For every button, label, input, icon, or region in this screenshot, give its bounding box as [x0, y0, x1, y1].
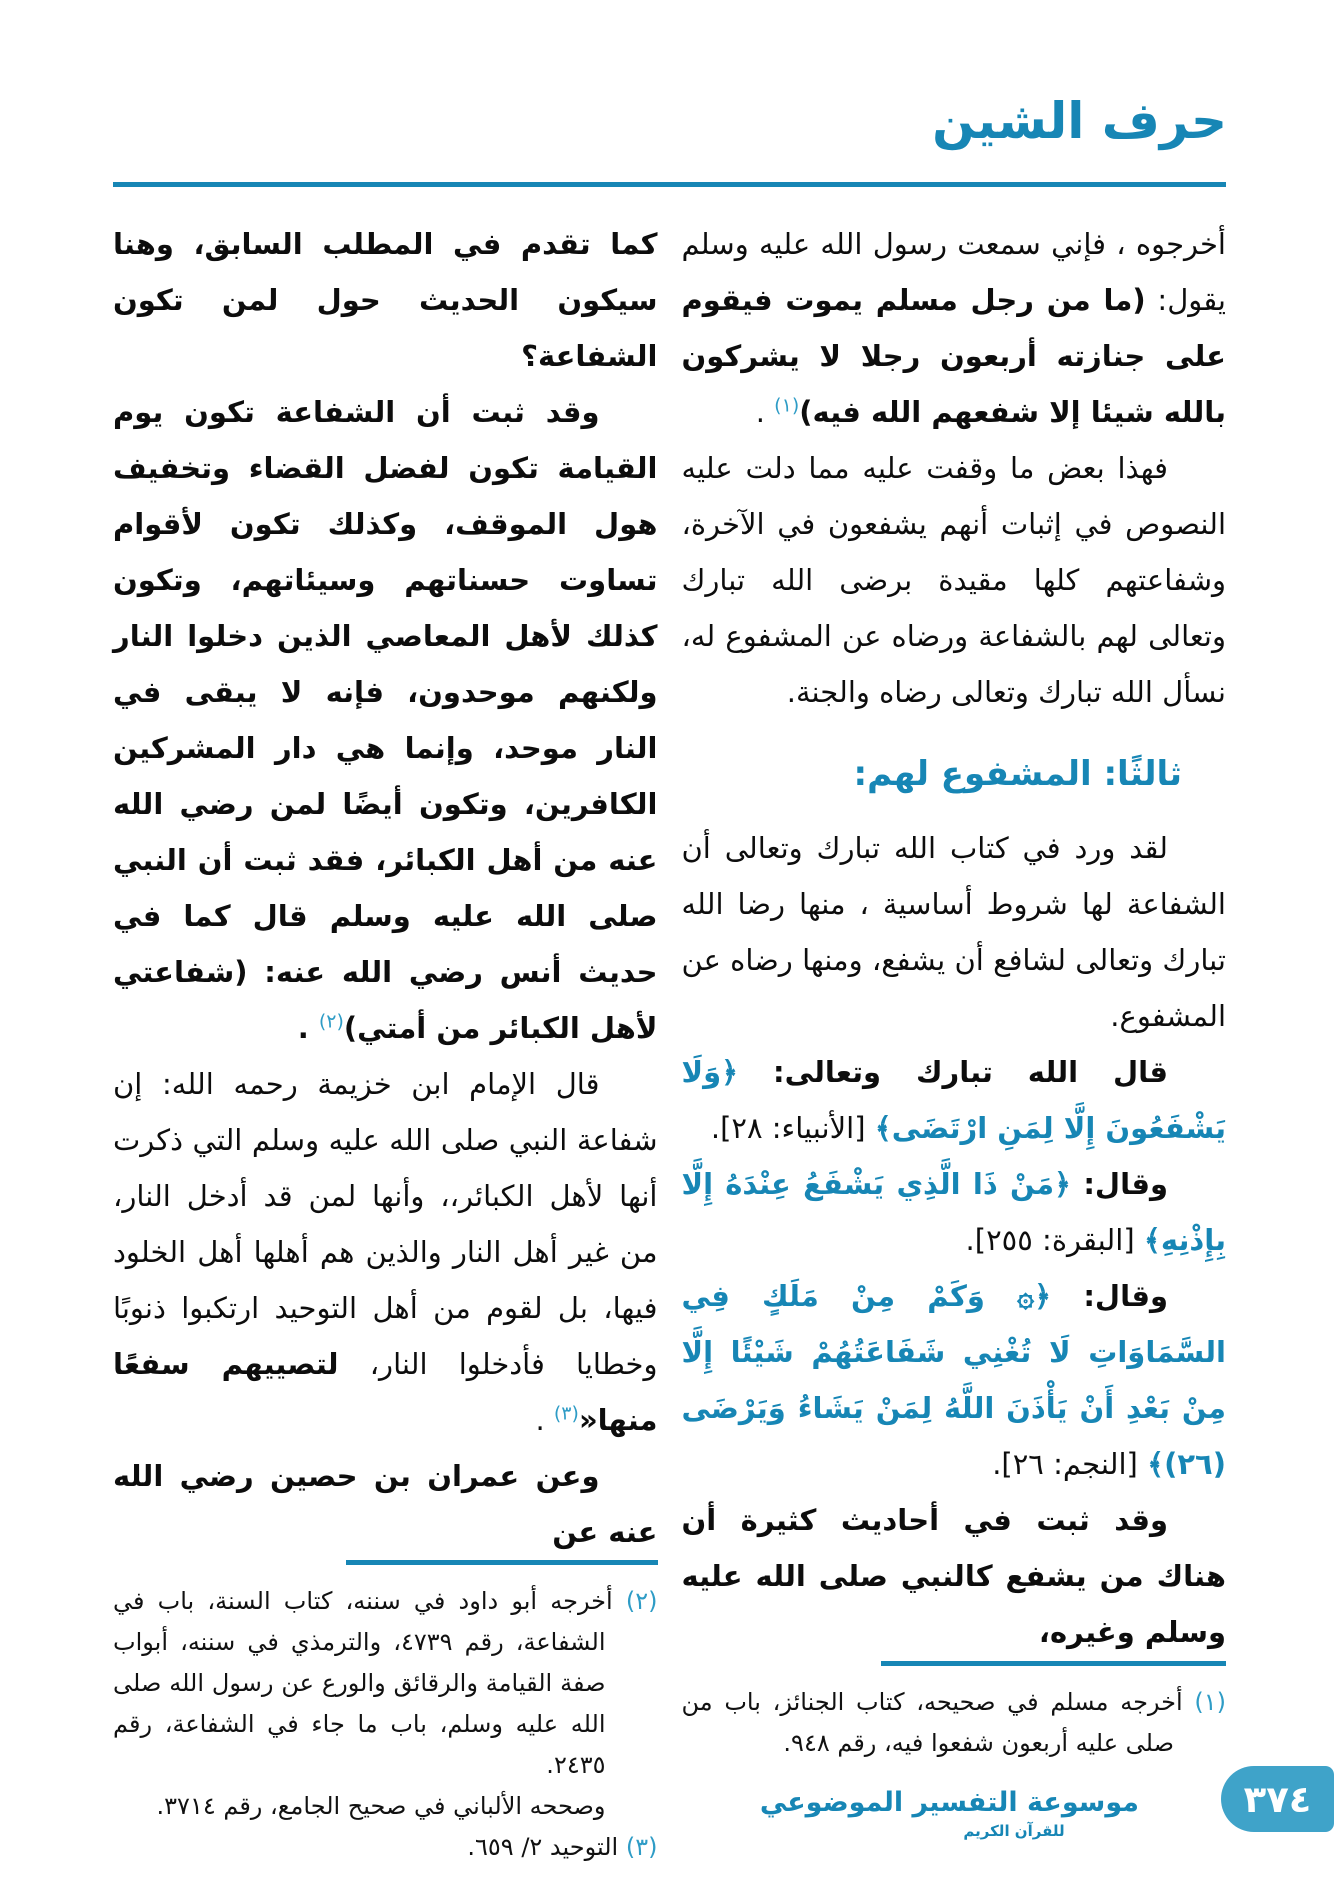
page-number: ٣٧٤: [1243, 1777, 1312, 1821]
footnote-ref-2: (٢): [318, 1010, 344, 1033]
verse-paragraph-2: [682, 1156, 1227, 1268]
verse1-reference: [الأنبياء: ٢٨].: [710, 1111, 875, 1145]
footnote-ref-3: (٣): [553, 1402, 579, 1425]
footnote-ref-1: (١): [774, 394, 800, 417]
publisher-logo-title: موسوعة التفسير الموضوعي: [759, 1787, 1139, 1819]
column-left: [113, 216, 658, 1861]
period: .: [535, 1403, 554, 1437]
paragraph-ibn-khuzaymah: [113, 1056, 658, 1448]
paragraph-hadith-janazah: [682, 216, 1227, 440]
footnote-2: [113, 1581, 658, 1786]
section-heading: ثالثًا: المشفوع لهم:: [853, 754, 1182, 794]
footnote-2-number: (٢): [625, 1587, 658, 1615]
shafaah-text: وقد ثبت أن الشفاعة تكون يوم القيامة تكون لفضل القضاء وتخفيف هول الموقف، وكذلك تكون لأقوام تساوت حسناتهم وسيئاتهم، وتكون كذلك لأهل المعاصي الذين دخلوا النار ولكنهم موحدون، فإنه لا يبقى في النار موحد، وإنما هي دار المشركين الكافرين، وتكون أيضًا لمن رضي الله عنه من أهل الكبائر، فقد ثبت أن النبي صلى الله عليه وسلم قال كما في حديث أنس رضي الله عنه: (شفاعتي لأهل الكبائر من أمتي): [113, 395, 658, 1045]
verse2-intro: وقال:: [1071, 1167, 1168, 1201]
verse3-intro: وقال:: [1051, 1279, 1168, 1313]
footnotes-left: [113, 1560, 658, 1868]
paragraph-shafaah-day: [113, 384, 658, 1056]
footnote-separator-left: [346, 1560, 658, 1565]
paragraph-topic-intro: كما تقدم في المطلب السابق، وهنا سيكون الحديث حول لمن تكون الشفاعة؟: [113, 227, 658, 373]
footnote-separator-right: [881, 1661, 1226, 1666]
paragraph-summary: فهذا بعض ما وقفت عليه مما دلت عليه النصوص في إثبات أنهم يشفعون في الآخرة، وشفاعتهم كلها مقيدة برضى الله تبارك وتعالى لهم بالشفاعة ورضاه عن المشفوع له، نسأل الله تبارك وتعالى رضاه والجنة.: [681, 451, 1226, 709]
publisher-logo-subtitle: للقرآن الكريم: [963, 1822, 1065, 1840]
ibn-khuzaymah-quote-end: لتصييهم سفعًا منها«: [113, 1347, 658, 1437]
hadith-quote: (ما من رجل مسلم يموت فيقوم على جنازته أربعون رجلا لا يشركون بالله شيئا إلا شفعهم الله فيه): [681, 283, 1226, 429]
column-right: [682, 216, 1227, 1764]
chapter-title: حرف الشين: [932, 92, 1227, 150]
quran-verse-najm-26: ﴿۞ وَكَمْ مِنْ مَلَكٍ فِي السَّمَاوَاتِ لَا تُغْنِي شَفَاعَتُهُمْ شَيْئًا إِلَّا مِنْ بَعْدِ أَنْ يَأْذَنَ اللَّهُ لِمَنْ يَشَاءُ وَيَرْضَى (٢٦)﴾: [681, 1279, 1226, 1481]
verse-paragraph-3: [682, 1268, 1227, 1492]
footnotes-right: [682, 1661, 1227, 1764]
paragraph-imran: وعن عمران بن حصين رضي الله عنه عن: [113, 1459, 658, 1549]
footnote-1-number: (١): [1194, 1688, 1226, 1716]
footnote-2-text: أخرجه أبو داود في سننه، كتاب السنة، باب في الشفاعة، رقم ٤٧٣٩، والترمذي في سننه، أبواب صفة القيامة والرقائق والورع عن رسول الله صلى الله عليه وسلم، باب ما جاء في الشفاعة، رقم ٢٤٣٥.: [113, 1587, 626, 1779]
publisher-logo: [759, 1786, 1139, 1840]
quran-verse-anbiya-28: ﴿وَلَا يَشْفَعُونَ إِلَّا لِمَنِ ارْتَضَى﴾: [681, 1055, 1226, 1145]
hadith-intro: أخرجوه ، فإني سمعت رسول الله عليه وسلم يقول:: [681, 227, 1226, 317]
period: .: [297, 1011, 319, 1045]
footnote-1-text: أخرجه مسلم في صحيحه، كتاب الجنائز، باب من صلى عليه أربعون شفعوا فيه، رقم ٩٤٨.: [681, 1688, 1195, 1757]
verse-paragraph-1: [682, 1044, 1227, 1156]
verse1-intro: قال الله تبارك وتعالى:: [738, 1055, 1168, 1089]
quran-verse-baqarah-255: ﴿مَنْ ذَا الَّذِي يَشْفَعُ عِنْدَهُ إِلَّا بِإِذْنِهِ﴾: [681, 1167, 1226, 1257]
footnote-3-number: (٣): [625, 1833, 658, 1861]
footnote-2-continuation: وصححه الألباني في صحيح الجامع، رقم ٣٧١٤.: [156, 1792, 606, 1820]
page-number-badge: [1221, 1766, 1334, 1832]
footnote-3-text: التوحيد ٢/ ٦٥٩.: [467, 1833, 626, 1861]
header-rule: [113, 182, 1226, 187]
period: .: [755, 395, 775, 429]
footnote-3: [113, 1827, 658, 1868]
ibn-khuzaymah-text: قال الإمام ابن خزيمة رحمه الله: إن شفاعة النبي صلى الله عليه وسلم التي ذكرت أنها لأهل الكبائر،، وأنها لمن قد أدخل النار، من غير أهل النار والذين هم أهلها أهل الخلود فيها، بل لقوم من أهل التوحيد ارتكبوا ذنوبًا وخطايا فأدخلوا النار،: [113, 1067, 658, 1381]
footnote-1: [682, 1682, 1227, 1764]
verse3-reference: [النجم: ٢٦].: [992, 1447, 1148, 1481]
paragraph-many-hadiths: وقد ثبت في أحاديث كثيرة أن هناك من يشفع كالنبي صلى الله عليه وسلم وغيره،: [681, 1503, 1226, 1649]
verse2-reference: [البقرة: ٢٥٥].: [965, 1223, 1144, 1257]
paragraph-conditions: لقد ورد في كتاب الله تبارك وتعالى أن الشفاعة لها شروط أساسية ، منها رضا الله تبارك وتعالى لشافع أن يشفع، ومنها رضاه عن المشفوع.: [681, 831, 1226, 1033]
